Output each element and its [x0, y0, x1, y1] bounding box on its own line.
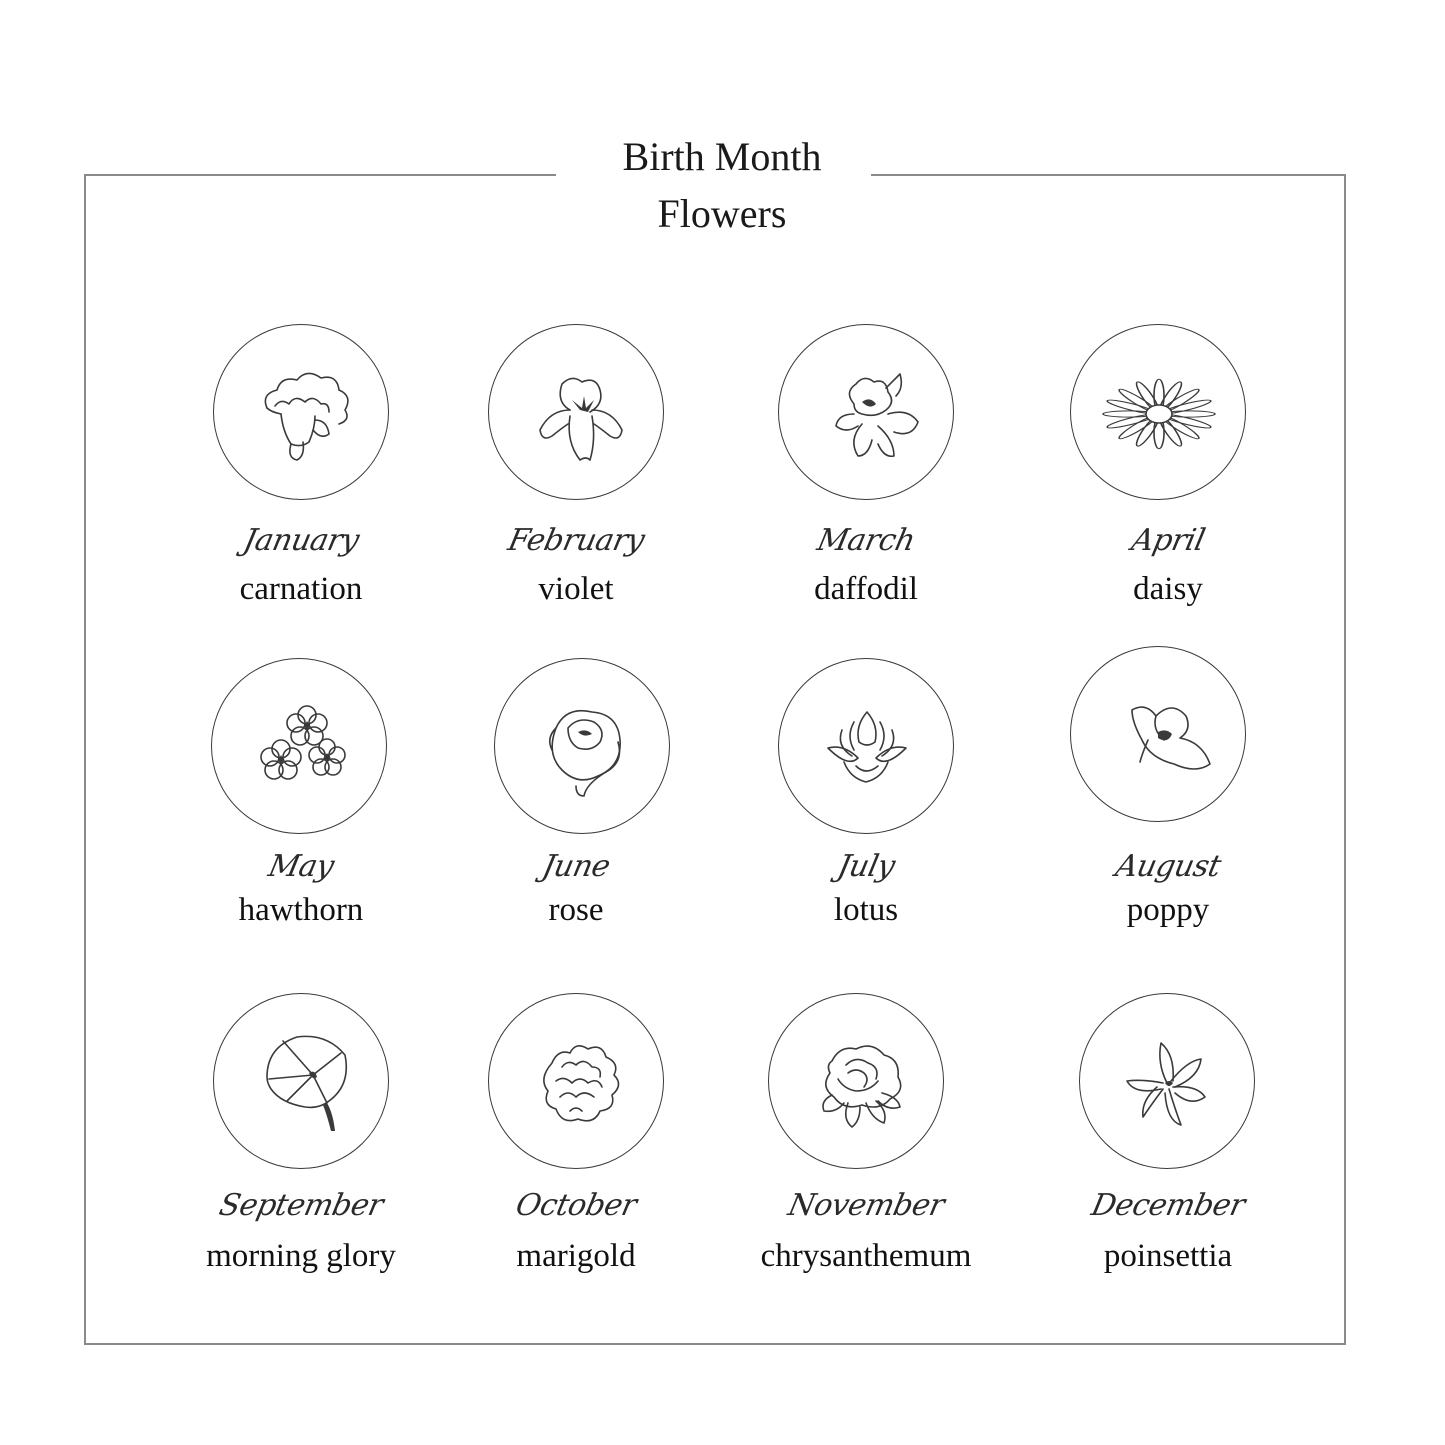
month-label: April	[1128, 523, 1208, 558]
title-line-1: Birth Month	[622, 134, 822, 179]
flower-name: violet	[538, 571, 614, 607]
month-label: January	[240, 523, 362, 558]
morning-glory-icon	[213, 993, 389, 1169]
page-title	[556, 128, 888, 242]
month-label: May	[265, 849, 337, 884]
carnation-icon	[213, 324, 389, 500]
month-label: August	[1112, 849, 1224, 884]
flower-name: morning glory	[206, 1238, 396, 1274]
chrysanthemum-icon	[768, 993, 944, 1169]
flower-name: poppy	[1126, 892, 1210, 928]
hawthorn-icon	[211, 658, 387, 834]
flower-name: poinsettia	[1103, 1238, 1233, 1274]
month-label: February	[504, 523, 648, 558]
poppy-icon	[1070, 646, 1246, 822]
violet-icon	[488, 324, 664, 500]
rose-icon	[494, 658, 670, 834]
poinsettia-icon	[1079, 993, 1255, 1169]
flower-name: chrysanthemum	[760, 1238, 972, 1274]
flower-name: daffodil	[814, 571, 918, 607]
flower-name: marigold	[516, 1238, 636, 1274]
lotus-icon	[778, 658, 954, 834]
flower-name: hawthorn	[238, 892, 364, 928]
month-label: December	[1088, 1188, 1248, 1223]
flower-name: daisy	[1133, 571, 1203, 607]
title-line-2: Flowers	[657, 191, 787, 236]
daffodil-icon	[778, 324, 954, 500]
month-label: June	[539, 849, 614, 884]
month-label: September	[216, 1188, 387, 1223]
flower-name: lotus	[833, 892, 899, 928]
month-label: October	[512, 1188, 640, 1223]
month-label: November	[784, 1188, 948, 1223]
marigold-icon	[488, 993, 664, 1169]
daisy-icon	[1070, 324, 1246, 500]
flower-name: rose	[548, 892, 604, 928]
month-label: March	[814, 523, 919, 558]
month-label: July	[834, 849, 898, 884]
flower-name: carnation	[239, 571, 363, 607]
